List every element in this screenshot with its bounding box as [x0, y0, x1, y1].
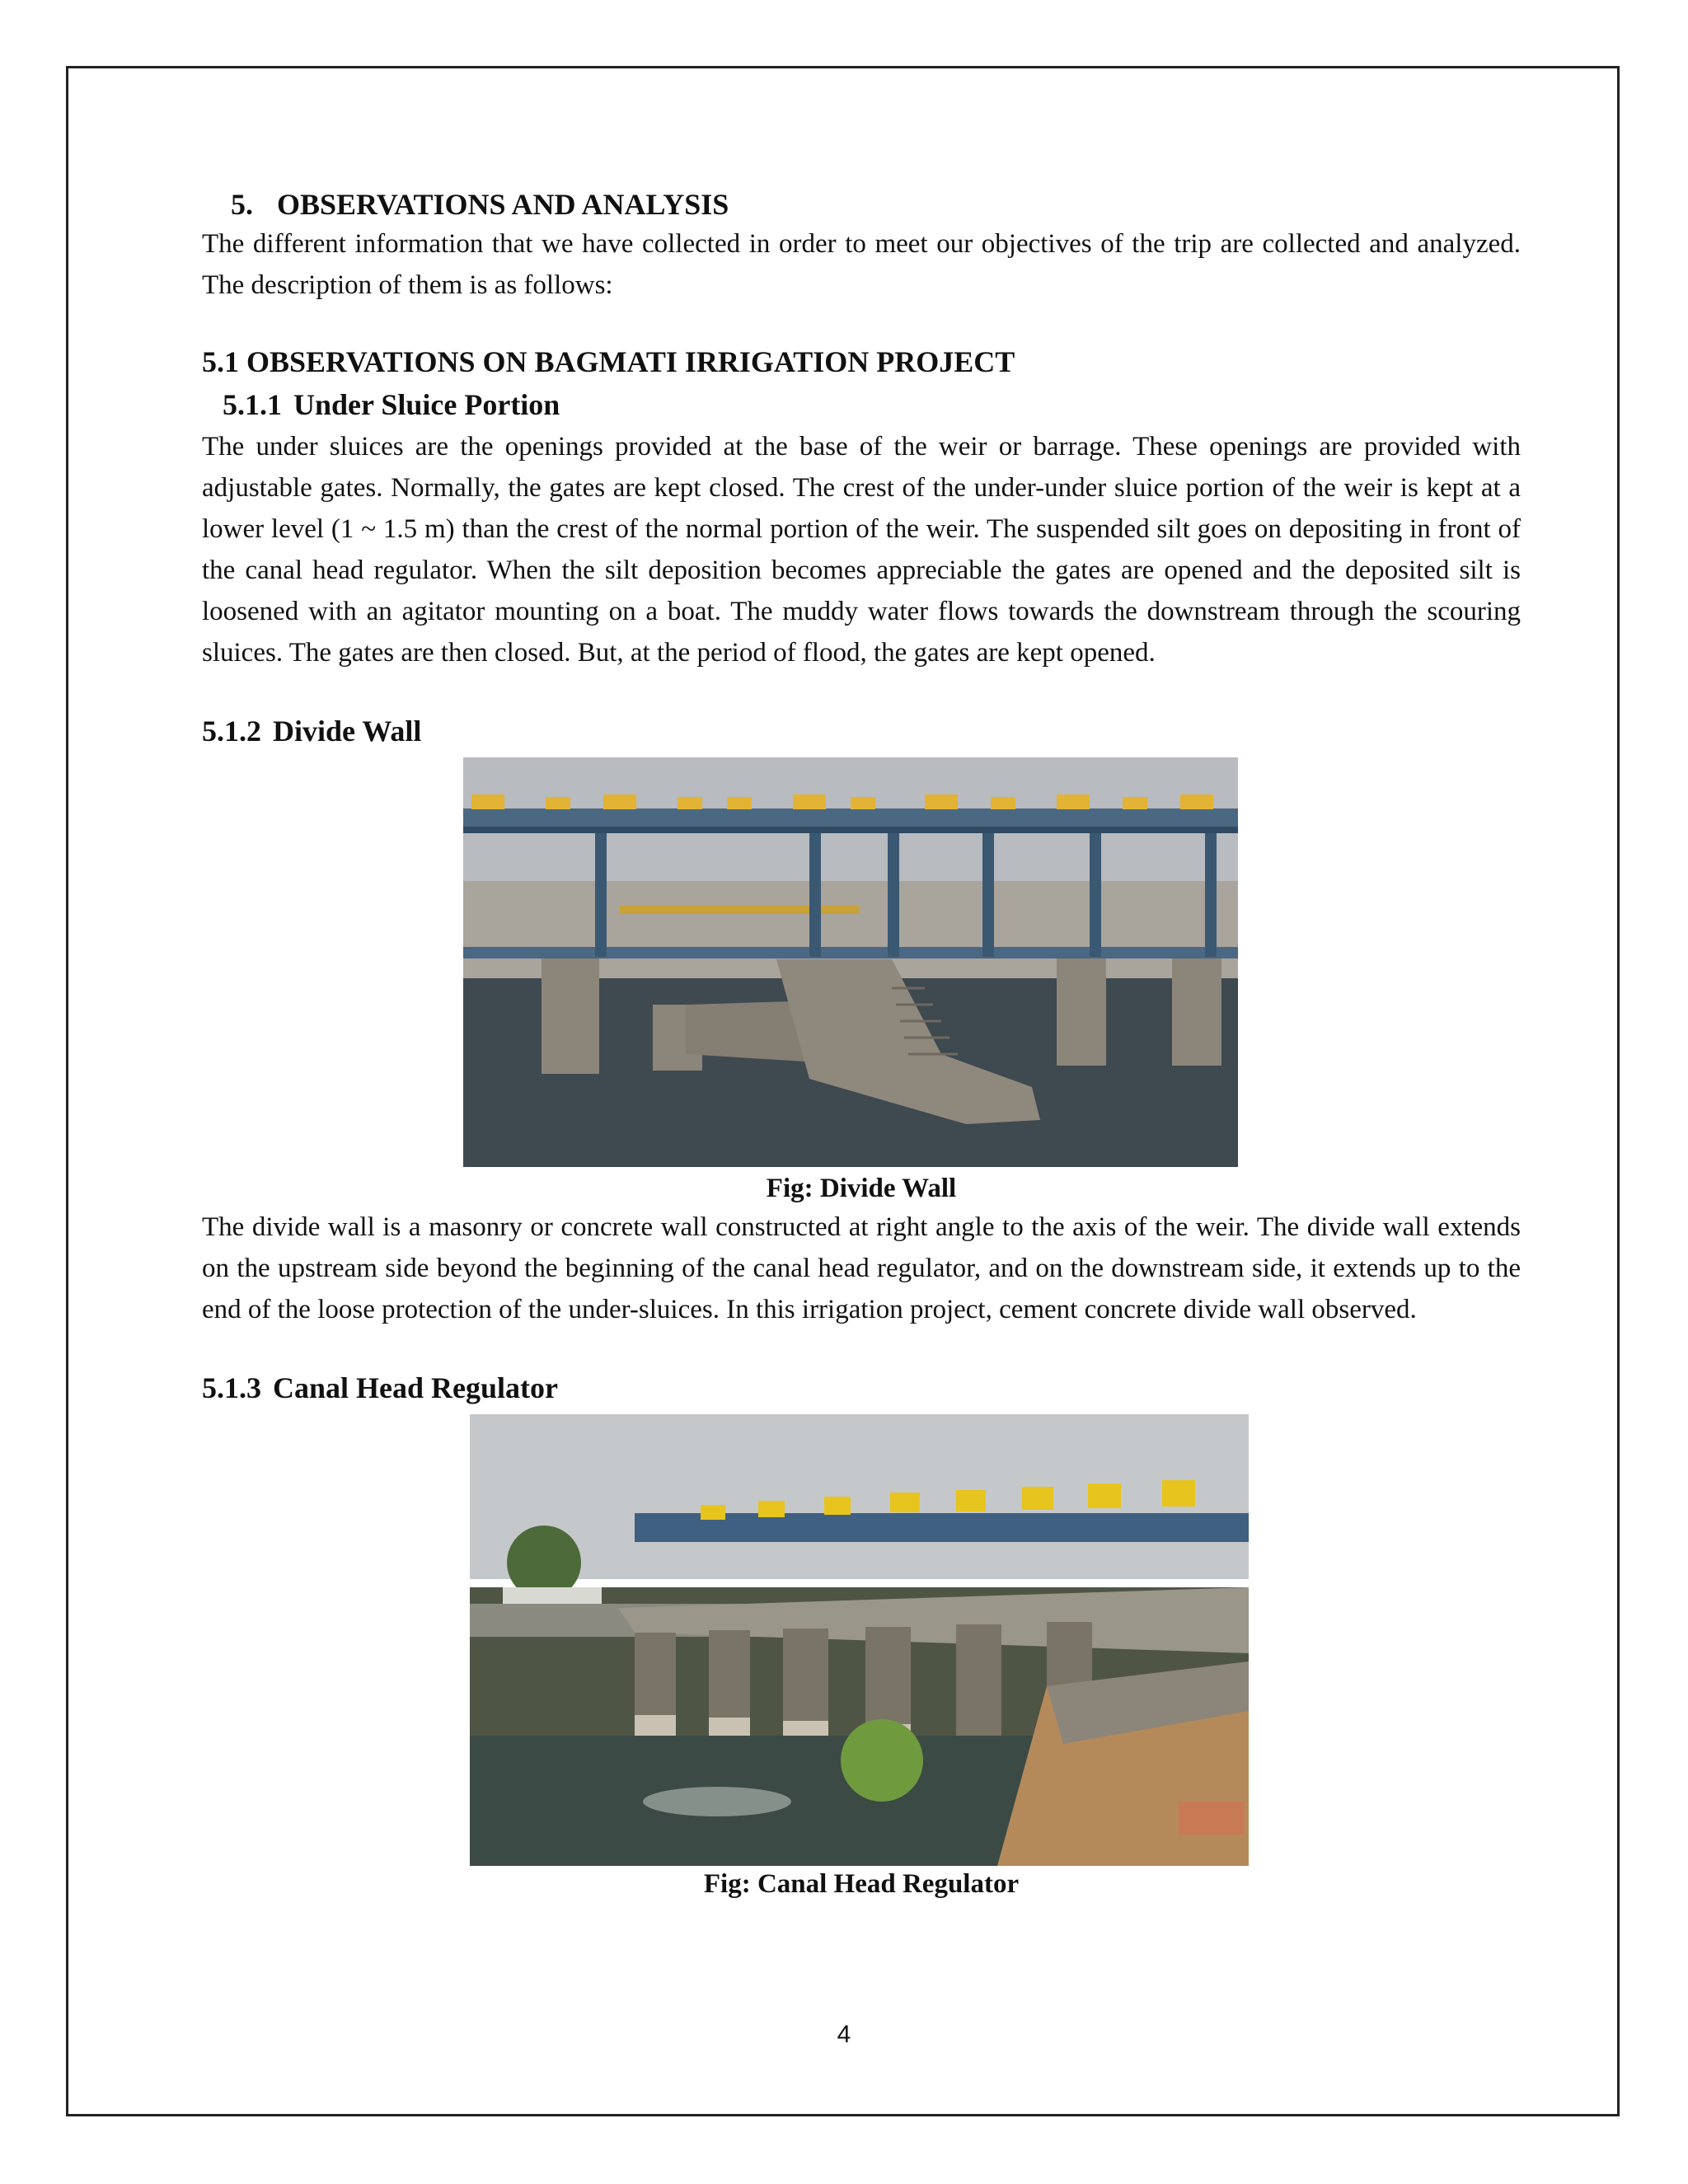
canal-head-regulator-figure — [470, 1414, 1249, 1866]
item-title: Under Sluice Portion — [293, 388, 560, 421]
section-number: 5. — [231, 188, 253, 221]
section-heading — [231, 187, 1521, 222]
item-number: 5.1.1 — [223, 388, 282, 421]
divide-wall-figure — [463, 757, 1238, 1167]
subsection-title: 5.1 OBSERVATIONS ON BAGMATI IRRIGATION PROJECT — [202, 345, 1015, 378]
canal-head-regulator-photo — [470, 1414, 1249, 1866]
under-sluice-paragraph: The under sluices are the openings provided at the base of the weir or barrage. These openings are provided with adjustable gates. Normally, the gates are kept closed. The crest of the under-under sluice portion of the weir is kept at a lower level (1 ~ 1.5 m) than the crest of the normal portion of the weir. The suspended silt goes on depositing in front of the canal head regulator. When the silt deposition becomes appreciable the gates are opened and the deposited silt is loosened with an agitator mounting on a boat. The muddy water flows towards the downstream through the scouring sluices. The gates are then closed. But, at the period of flood, the gates are kept opened. — [202, 432, 1521, 668]
item-number: 5.1.2 — [202, 715, 261, 748]
item-heading-under-sluice — [223, 383, 1521, 426]
item-title: Divide Wall — [273, 715, 422, 748]
item-title: Canal Head Regulator — [273, 1371, 558, 1404]
divide-wall-paragraph: The divide wall is a masonry or concrete wall constructed at right angle to the axis of the weir. The divide wall extends on the upstream side beyond the beginning of the canal head regulator, and on the downstream side, it extends up to the end of the loose protection of the under-sluices. In this irrigation project, cement concrete divide wall observed. — [202, 1212, 1521, 1324]
section-intro: The different information that we have collected in order to meet our objectives of the trip are collected and analyzed. The description of them is as follows: — [202, 229, 1521, 300]
section-title: OBSERVATIONS AND ANALYSIS — [277, 188, 729, 221]
divide-wall-photo — [463, 757, 1238, 1167]
page-content — [202, 177, 1521, 1902]
divide-wall-caption: Fig: Divide Wall — [766, 1174, 957, 1203]
page-number: 4 — [837, 2021, 851, 2048]
canal-head-regulator-caption: Fig: Canal Head Regulator — [703, 1869, 1020, 1899]
item-heading-canal-head-regulator — [202, 1366, 1521, 1409]
item-heading-divide-wall — [202, 710, 1521, 752]
item-number: 5.1.3 — [202, 1371, 261, 1404]
